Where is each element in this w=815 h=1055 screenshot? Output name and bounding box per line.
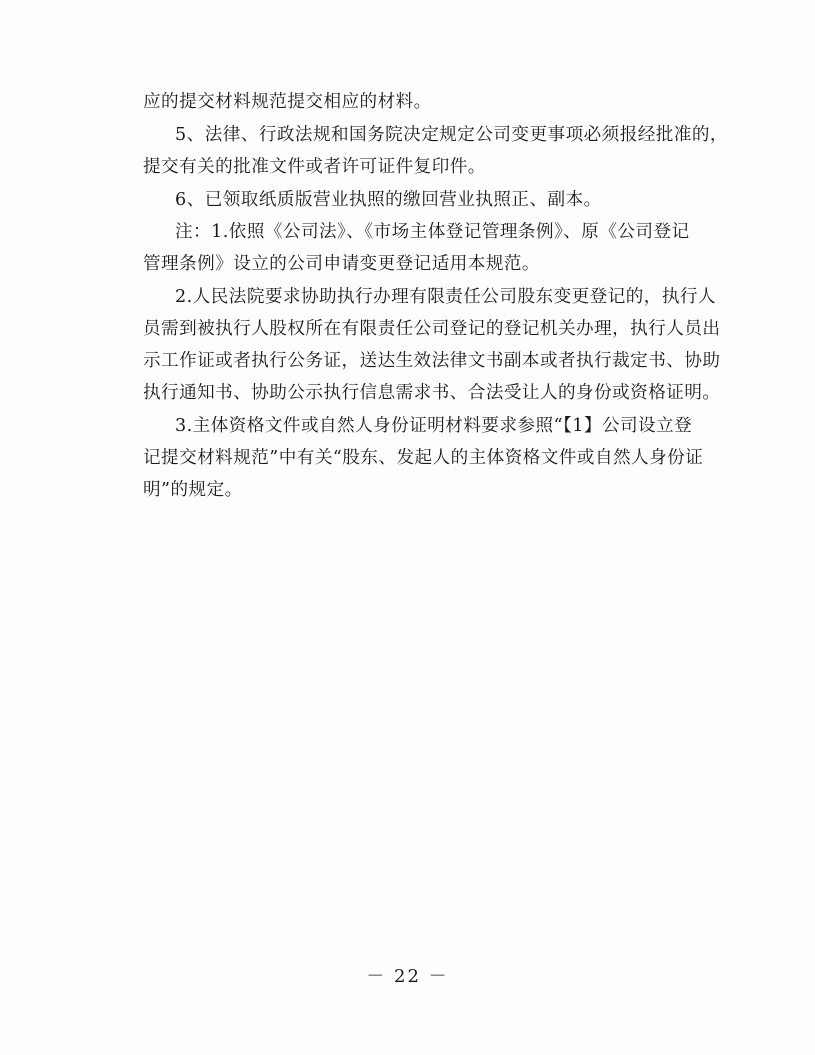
note-line-4: 员需到被执行人股权所在有限责任公司登记的登记机关办理，执行人员出 — [143, 319, 721, 339]
note-line-2: 管理条例》设立的公司申请变更登记适用本规范。 — [143, 254, 540, 274]
bleed-through-texture — [180, 600, 612, 621]
note-line-1: 注：1.依照《公司法》、《市场主体登记管理条例》、原《公司登记 — [175, 222, 690, 242]
note-line-7: 3.主体资格文件或自然人身份证明材料要求参照“【1】公司设立登 — [175, 416, 693, 436]
text-line-4: 6、已领取纸质版营业执照的缴回营业执照正、副本。 — [175, 190, 602, 210]
text-line-2: 5、法律、行政法规和国务院决定规定公司变更事项必须报经批准的， — [175, 125, 728, 145]
note-line-6: 执行通知书、协助公示执行信息需求书、合法受让人的身份或资格证明。 — [143, 383, 721, 403]
note-line-5: 示工作证或者执行公务证，送达生效法律文书副本或者执行裁定书、协助 — [143, 351, 721, 371]
note-line-8: 记提交材料规范”中有关“股东、发起人的主体资格文件或自然人身份证 — [143, 448, 704, 468]
note-line-3: 2.人民法院要求协助执行办理有限责任公司股东变更登记的，执行人 — [175, 287, 716, 307]
text-line-1: 应的提交材料规范提交相应的材料。 — [143, 92, 432, 112]
page-number: － 22 － — [366, 966, 449, 987]
note-line-9: 明”的规定。 — [143, 480, 243, 500]
text-line-3: 提交有关的批准文件或者许可证件复印件。 — [143, 157, 486, 177]
